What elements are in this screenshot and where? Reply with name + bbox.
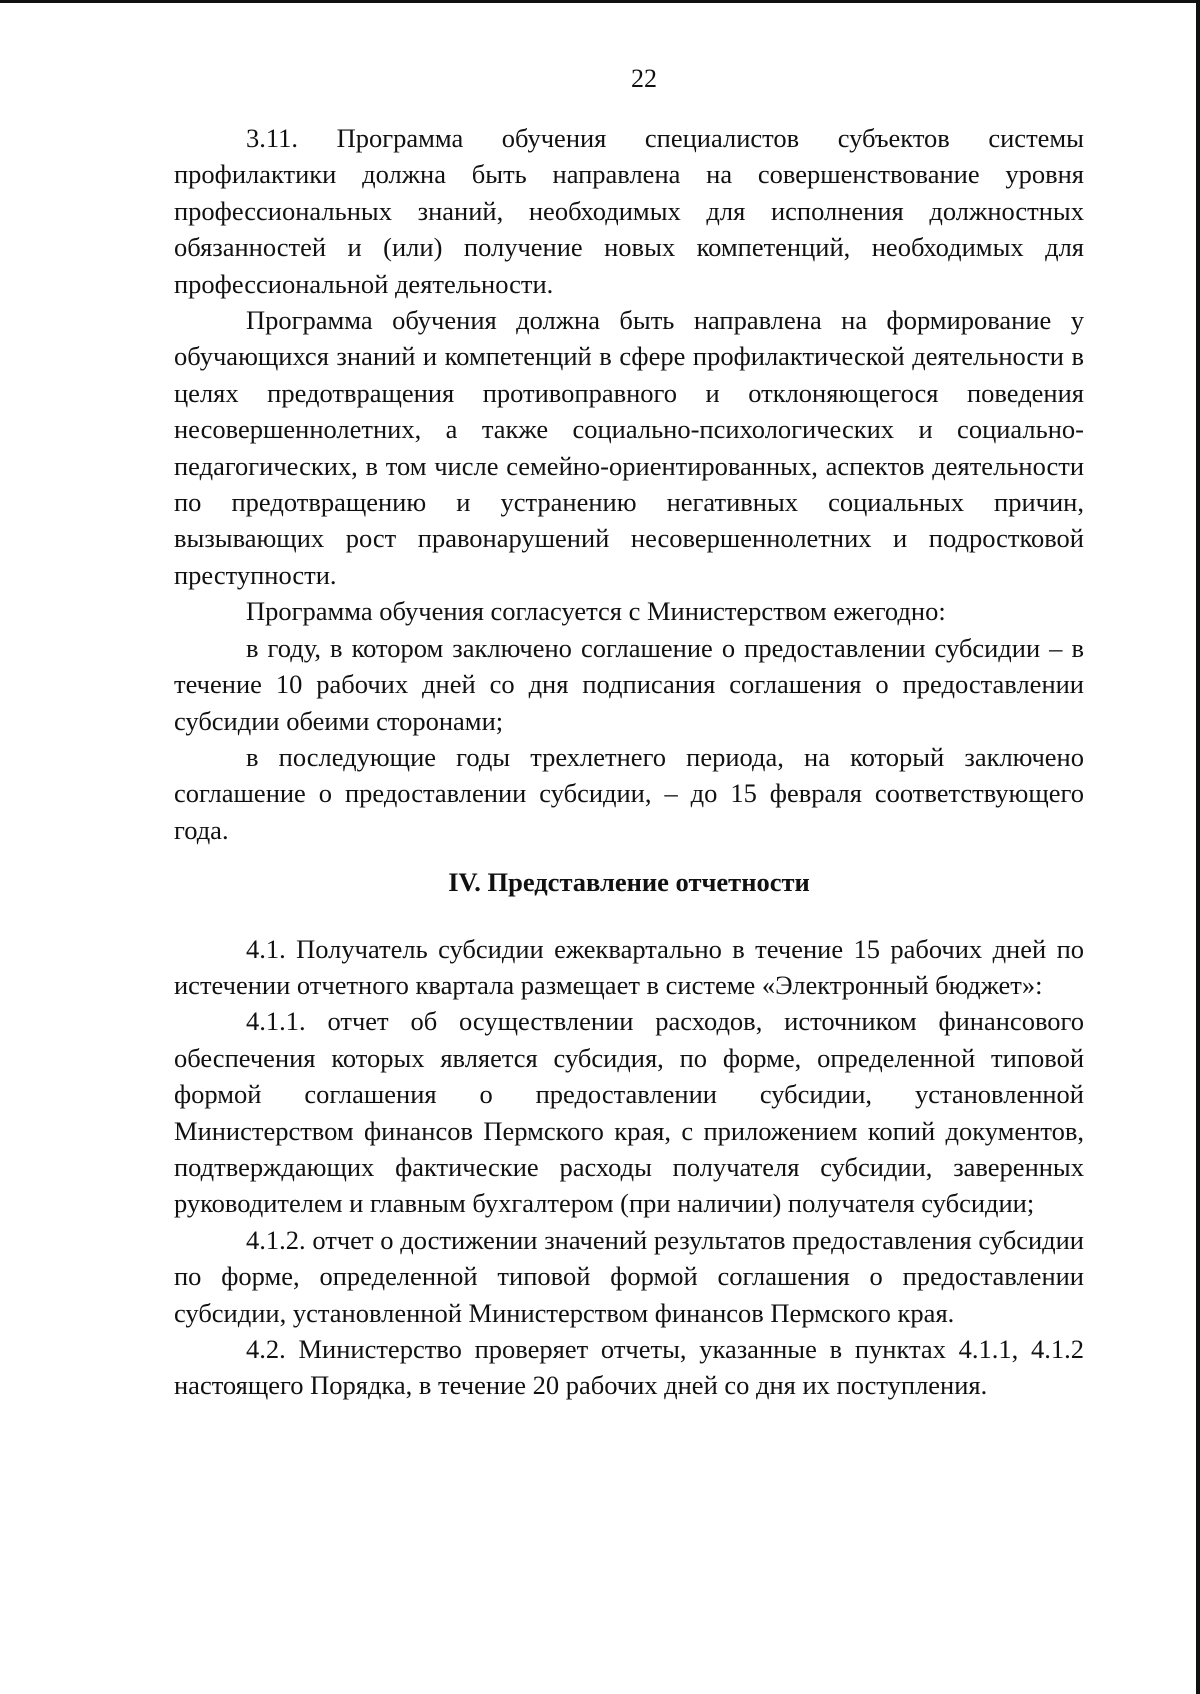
paragraph-program-approval: Программа обучения согласуется с Министерством ежегодно:	[246, 596, 946, 627]
paragraph-4-1-1: 4.1.1. отчет об осуществлении расходов, источником финансового обеспечения которых является субсидия, по форме, определенной типовой формой соглашения о предоставлении субсидии, установленной Министерством финансов Пермского края, с приложением копий документов, подтверждающих фактические расходы получателя субсидии, заверенных руководителем и главным бухгалтером (при наличии) получателя субсидии;	[174, 1006, 1084, 1219]
section-heading: IV. Представление отчетности	[448, 867, 810, 898]
paragraph-3-11: 3.11. Программа обучения специалистов субъектов системы профилактики должна быть направлена на совершенствование уровня профессиональных знаний, необходимых для исполнения должностных обязанностей и (или) получение новых компетенций, необходимых для профессиональной деятельности.	[174, 123, 1084, 299]
scan-border-top	[0, 0, 1200, 3]
paragraph-approval-first-year: в году, в котором заключено соглашение о предоставлении субсидии – в течение 10 рабочих дней со дня подписания соглашения о предоставлении субсидии обеими сторонами;	[174, 632, 1084, 736]
paragraph-approval-following-years: в последующие годы трехлетнего периода, на который заключено соглашение о предоставлении субсидии, – до 15 февраля соответствующего года.	[174, 741, 1084, 845]
scan-border-right	[1196, 0, 1200, 1694]
paragraph-program-goals: Программа обучения должна быть направлена на формирование у обучающихся знаний и компетенций в сфере профилактической деятельности в целях предотвращения противоправного и отклоняющегося поведения несовершеннолетних, а также социально-психологических и социально-педагогических, в том числе семейно-ориентированных, аспектов деятельности по предотвращению и устранению негативных социальных причин, вызывающих рост правонарушений несовершеннолетних и подростковой преступности.	[174, 305, 1084, 590]
document-body	[174, 120, 1084, 1404]
paragraph-4-1-2: 4.1.2. отчет о достижении значений результатов предоставления субсидии по форме, определенной типовой формой соглашения о предоставлении субсидии, установленной Министерством финансов Пермского края.	[174, 1224, 1084, 1328]
page-number: 22	[631, 64, 657, 93]
paragraph-4-1: 4.1. Получатель субсидии ежеквартально в течение 15 рабочих дней по истечении отчетного квартала размещает в системе «Электронный бюджет»:	[174, 933, 1084, 1000]
paragraph-4-2: 4.2. Министерство проверяет отчеты, указанные в пунктах 4.1.1, 4.1.2 настоящего Порядка, в течение 20 рабочих дней со дня их поступления.	[174, 1334, 1084, 1401]
